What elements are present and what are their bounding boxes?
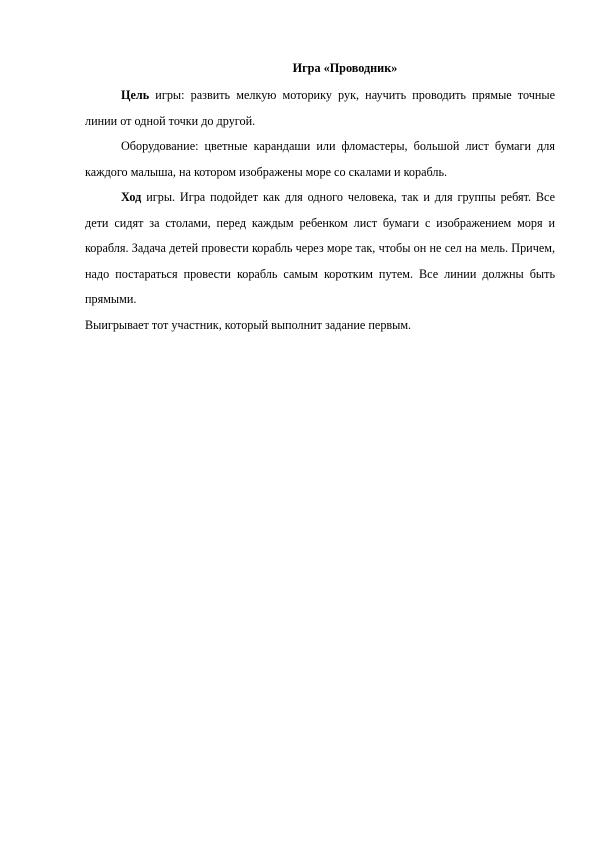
goal-paragraph [85,83,555,134]
game-progress-paragraph [85,185,555,313]
goal-text: игры: развить мелкую моторику рук, научить проводить прямые точные линии от одной точки до другой. [85,88,555,128]
equipment-text: Оборудование: цветные карандаши или фломастеры, большой лист бумаги для каждого малыша, на котором изображены море со скалами и корабль. [85,139,555,179]
document-title: Игра «Проводник» [292,61,398,75]
winner-paragraph [85,313,555,339]
document-body [85,58,555,338]
goal-lead: Цель [121,88,150,102]
equipment-paragraph [85,134,555,185]
winner-text: Выигрывает тот участник, который выполнит задание первым. [85,317,412,332]
game-progress-lead: Ход [121,190,142,204]
game-progress-text: игры. Игра подойдет как для одного человека, так и для группы ребят. Все дети сидят за столами, перед каждым ребенком лист бумаги с изображением моря и корабля. Задача детей провести корабль через море так, чтобы он не сел на мель. Причем, надо постараться провести корабль самым коротким путем. Все линии должны быть прямыми. [85,190,555,306]
